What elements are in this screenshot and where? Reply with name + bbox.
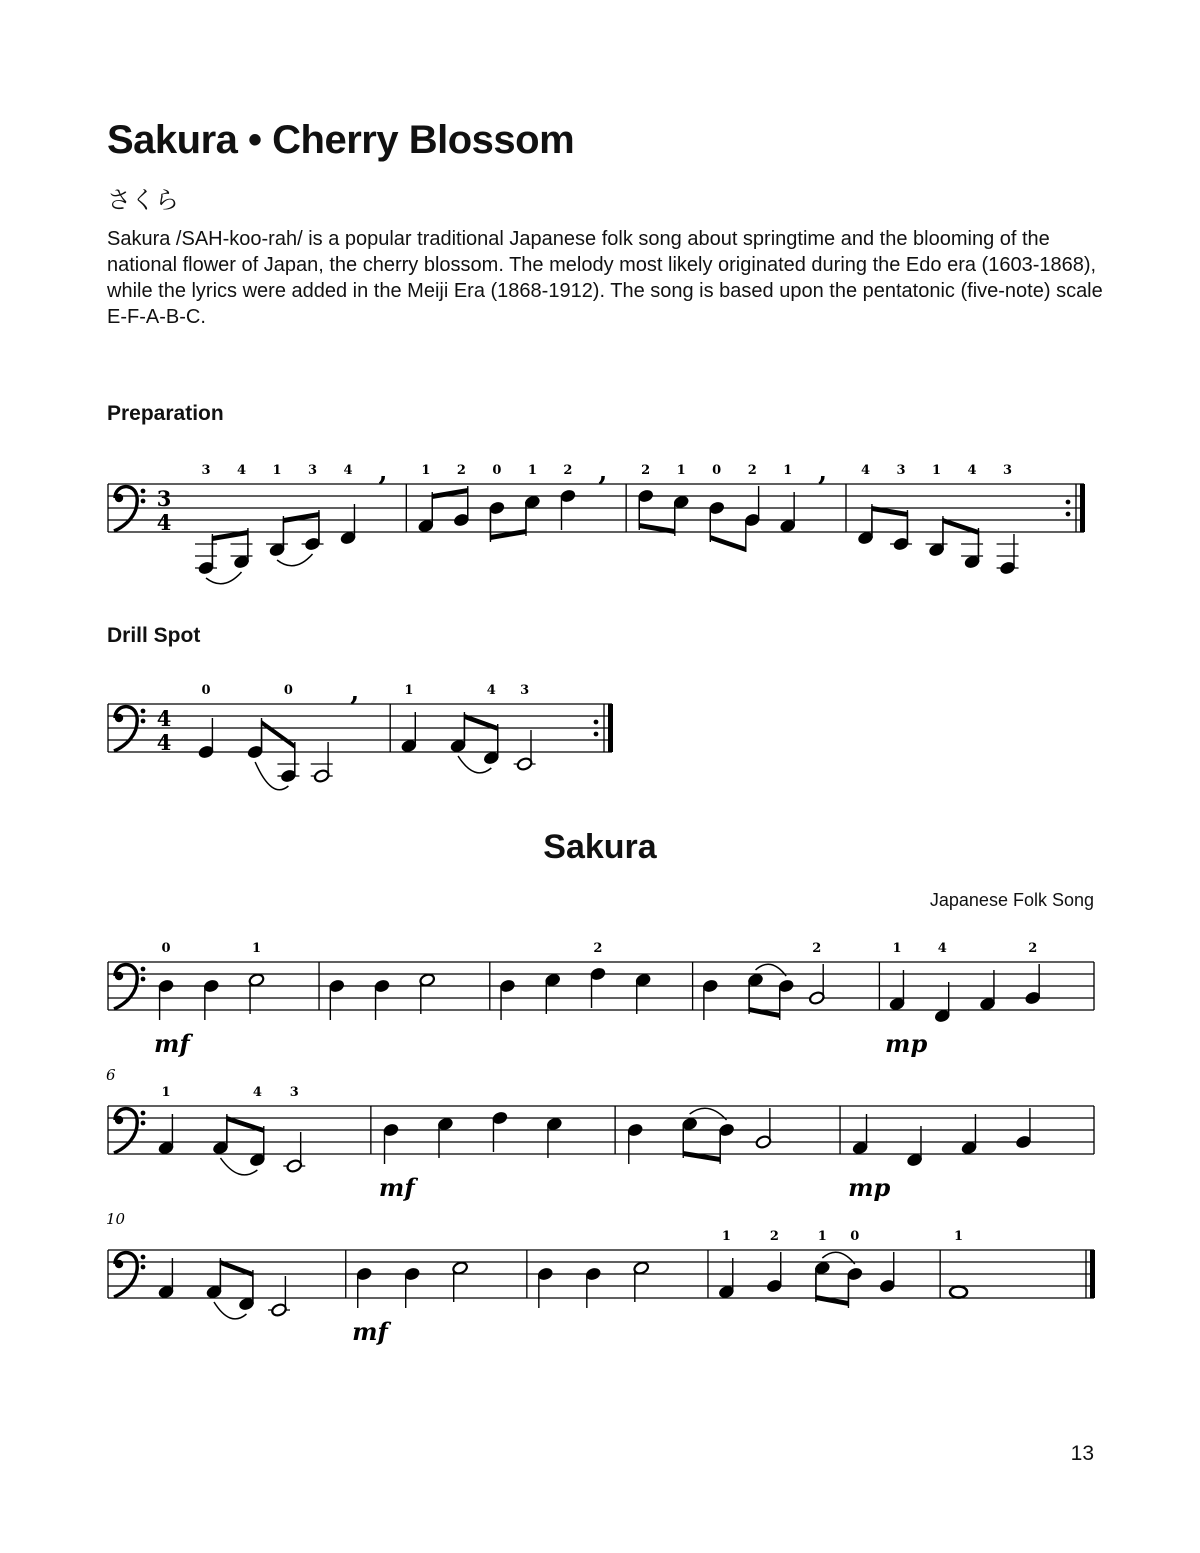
- beam: [683, 1151, 720, 1162]
- fingering: 1: [892, 941, 902, 956]
- bass-clef-icon: [114, 707, 145, 751]
- fingering: 1: [421, 463, 431, 478]
- fingering: 4: [861, 463, 871, 478]
- song-title: Sakura: [543, 828, 657, 866]
- fingering: 4: [343, 463, 353, 478]
- measure-number: 10: [106, 1210, 126, 1228]
- fingering: 1: [721, 1229, 731, 1244]
- fingering: 2: [1028, 941, 1038, 956]
- fingering: 2: [769, 1229, 779, 1244]
- dynamic-mp: mp: [848, 1173, 891, 1202]
- measure-number: 6: [106, 1066, 116, 1084]
- bass-clef-icon: [114, 487, 145, 531]
- breath-mark: ,: [598, 457, 608, 487]
- preparation-staff: [100, 440, 1100, 550]
- composer-credit: Japanese Folk Song: [929, 890, 1094, 910]
- fingering: 0: [850, 1229, 860, 1244]
- drill-spot-staff: [100, 660, 630, 770]
- repeat-dot: [1066, 500, 1071, 505]
- bass-clef-icon: [114, 1109, 145, 1153]
- fingering: 1: [932, 463, 942, 478]
- slur: [206, 572, 242, 584]
- dynamic-mf: mf: [378, 1173, 415, 1202]
- time-signature-bottom: 4: [156, 510, 172, 535]
- preparation-heading: Preparation: [107, 402, 224, 425]
- sakura-staff-line-2: [100, 1062, 1100, 1202]
- fingering: 4: [236, 463, 247, 478]
- beam: [283, 512, 319, 523]
- japanese-subtitle: さくら: [107, 186, 179, 214]
- beam: [710, 535, 746, 552]
- fingering: 4: [252, 1085, 262, 1100]
- fingering: 4: [486, 683, 496, 698]
- bass-clef-icon: [114, 1253, 145, 1297]
- breath-mark: ,: [350, 677, 360, 707]
- page-number: 13: [1070, 1442, 1094, 1465]
- fingering: 1: [676, 463, 686, 478]
- fingering: 3: [1003, 463, 1013, 478]
- breath-mark: ,: [378, 457, 388, 487]
- page-title: Sakura • Cherry Blossom: [107, 118, 575, 162]
- breath-mark: ,: [818, 457, 828, 487]
- fingering: 0: [492, 463, 502, 478]
- drill-spot-heading: Drill Spot: [107, 624, 201, 647]
- fingering: 1: [817, 1229, 827, 1244]
- fingering: 1: [527, 463, 537, 478]
- fingering: 2: [456, 463, 466, 478]
- fingering: 3: [520, 683, 530, 698]
- beam: [490, 529, 526, 540]
- beam: [262, 720, 295, 749]
- beam: [816, 1295, 849, 1306]
- repeat-dot: [1066, 512, 1071, 517]
- fingering: 1: [404, 683, 414, 698]
- fingering: 0: [161, 941, 171, 956]
- whole-note: [950, 1286, 967, 1297]
- fingering: 2: [812, 941, 822, 956]
- fingering: 1: [783, 463, 793, 478]
- fingering: 1: [272, 463, 282, 478]
- fingering: 3: [896, 463, 906, 478]
- beam: [432, 488, 468, 499]
- fingering: 1: [954, 1229, 964, 1244]
- intro-paragraph: Sakura /SAH-koo-rah/ is a popular traditional Japanese folk song about springtime and the blooming of the national flower of Japan, the cherry blossom. The melody most likely originated during the Edo era (1603-1868), while the lyrics were added in the Meiji Era (1868-1912). The song is based upon the pentatonic (five-note) scale E-F-A-B-C.: [107, 228, 1103, 328]
- fingering: 3: [289, 1085, 299, 1100]
- fingering: 3: [201, 463, 211, 478]
- fingering: 0: [201, 683, 211, 698]
- bass-clef-icon: [114, 965, 145, 1009]
- dynamic-mp: mp: [885, 1029, 928, 1058]
- fingering: 4: [967, 463, 977, 478]
- repeat-dot: [594, 732, 599, 737]
- fingering: 2: [747, 463, 757, 478]
- sakura-staff-line-1: [100, 918, 1100, 1058]
- dynamic-mf: mf: [154, 1029, 190, 1058]
- fingering: 3: [308, 463, 318, 478]
- fingering: 2: [593, 941, 603, 956]
- dynamic-mf: mf: [352, 1317, 388, 1346]
- sakura-staff-line-3: [100, 1206, 1100, 1346]
- fingering: 2: [563, 463, 573, 478]
- fingering: 1: [161, 1085, 171, 1100]
- repeat-dot: [594, 720, 599, 725]
- fingering: 0: [283, 683, 293, 698]
- fingering: 1: [251, 941, 261, 956]
- fingering: 4: [937, 941, 947, 956]
- time-signature-top: 3: [156, 486, 172, 511]
- slur: [277, 554, 313, 566]
- final-barline: [608, 704, 613, 752]
- fingering: 0: [712, 463, 722, 478]
- beam: [749, 1007, 780, 1018]
- time-signature-bottom: 4: [156, 730, 172, 755]
- final-barline: [1080, 484, 1085, 532]
- final-barline: [1090, 1250, 1095, 1298]
- fingering: 2: [641, 463, 651, 478]
- time-signature-top: 4: [156, 706, 172, 731]
